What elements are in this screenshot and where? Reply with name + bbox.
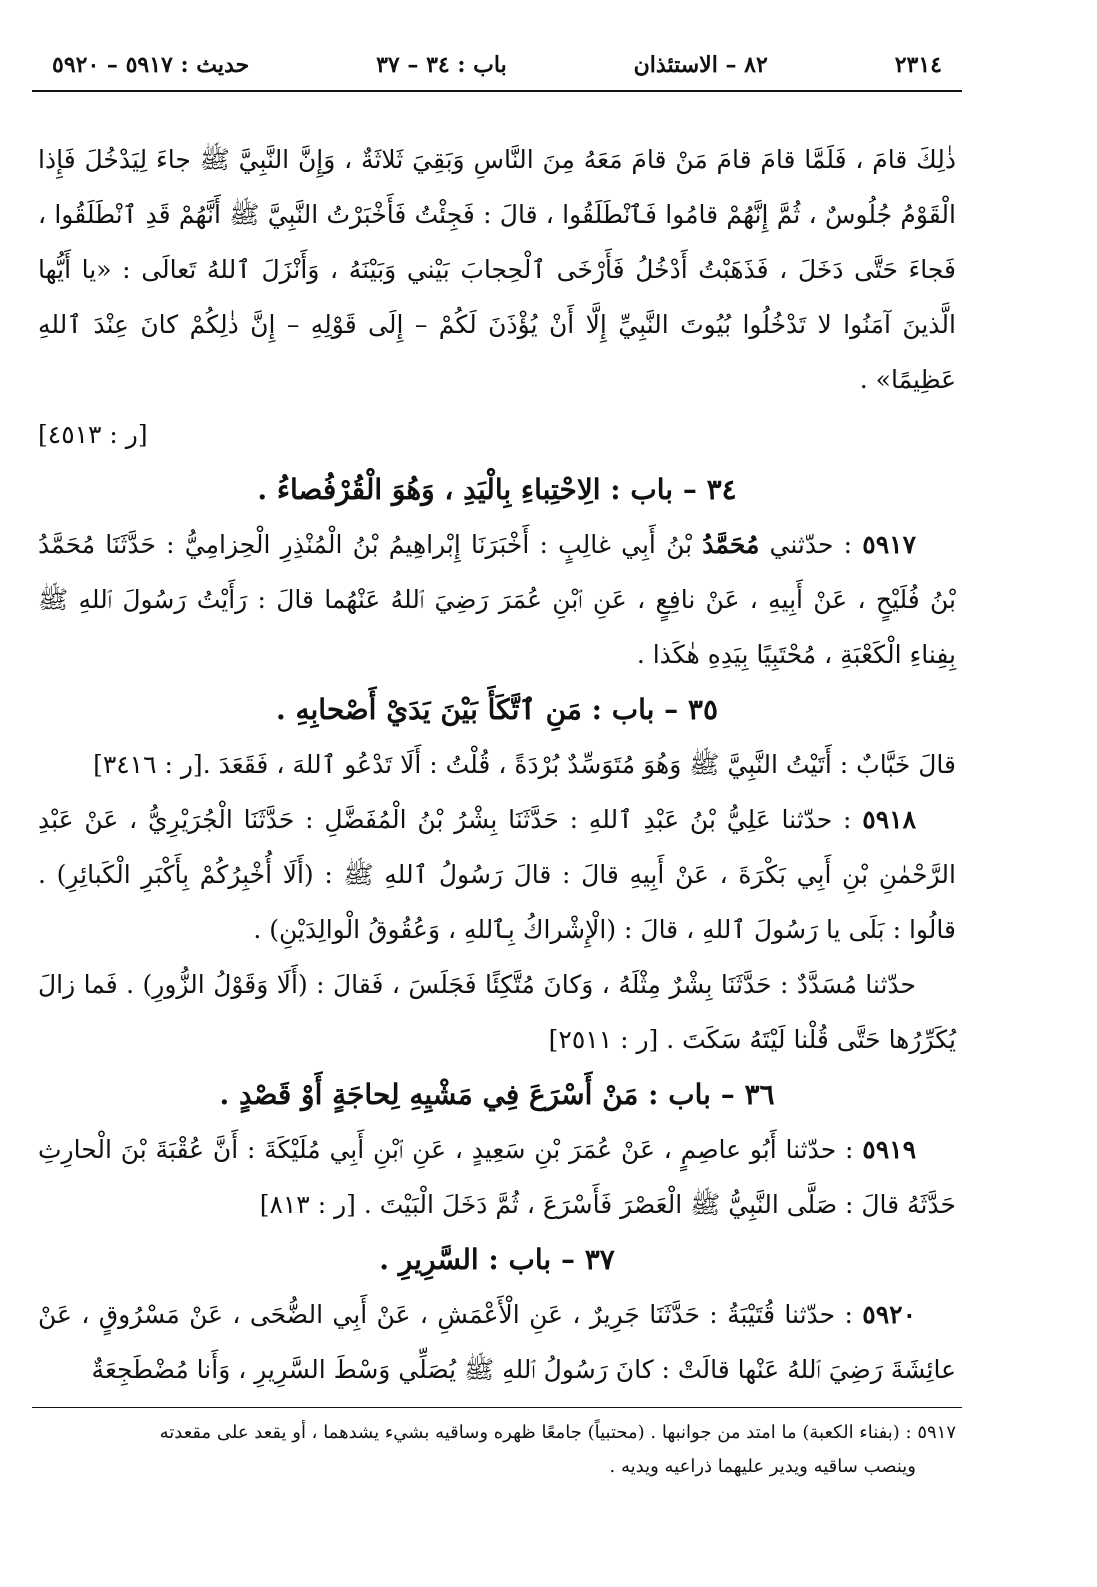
hadith-5918-musaddad	[38, 957, 956, 1067]
hadith-number: ٥٩١٧	[862, 530, 916, 559]
continuation-paragraph	[38, 132, 956, 462]
running-header	[32, 52, 962, 92]
hadith-text: : حدّثنا أَبُو عاصِمٍ ، عَنْ عُمَرَ بْنِ سَعِيدٍ ، عَنِ ٱبْنِ أَبِي مُلَيْكَةَ : أَنَّ عُقْبَةَ بْنَ الْحارِثِ حَدَّثَهُ قالَ : صَلَّى النَّبِيُّ ﷺ الْعَصْرَ فَأَسْرَعَ ، ثُمَّ دَخَلَ الْبَيْتَ .	[38, 1135, 956, 1219]
hadith-number: ٥٩٢٠	[862, 1300, 916, 1329]
hadith-text: حدّثنا مُسَدَّدٌ : حَدَّثَنَا بِشْرٌ مِثْلَهُ ، وَكانَ مُتَّكِئًا فَجَلَسَ ، فَقالَ : (أَلَا وَقَوْلُ الزُّورِ) . فَما زالَ يُكَرِّرُها حَتَّى قُلْنا لَيْتَهُ سَكَتَ .	[38, 970, 956, 1054]
chapter-heading-34: ٣٤ – باب : الِاحْتِباءِ بِالْيَدِ ، وَهُوَ الْقُرْفُصاءُ .	[257, 473, 737, 506]
book-title: ٨٢ – الاستئذان	[633, 52, 768, 78]
khabbab-statement	[38, 737, 956, 792]
page	[32, 52, 962, 1484]
hadith-text: بْنُ أَبِي غالِبٍ : أَخْبَرَنَا إِبْراهِيمُ بْنُ الْمُنْذِرِ الْحِزامِيُّ : حَدَّثَنَا مُحَمَّدُ بْنُ فُلَيْحٍ ، عَنْ أَبِيهِ ، عَنْ نافِعٍ ، عَنِ ٱبْنِ عُمَرَ رَضِيَ ٱللهُ عَنْهُما قالَ : رَأَيْتُ رَسُولَ ٱللهِ ﷺ بِفِناءِ الْكَعْبَةِ ، مُحْتَبِيًا بِيَدِهِ هٰكَذا .	[38, 530, 956, 669]
hadith-number: ٥٩١٨	[862, 805, 916, 834]
chapter-range: باب : ٣٤ – ٣٧	[376, 52, 507, 78]
khabbab-text: قالَ خَبَّابٌ : أَتَيْتُ النَّبِيَّ ﷺ وَهُوَ مُتَوَسِّدٌ بُرْدَةً ، قُلْتُ : أَلَا تَدْعُو ٱللهَ ، فَقَعَدَ .	[202, 750, 956, 779]
footnote-line: وينصب ساقيه ويدير عليهما ذراعيه ويديه .	[609, 1456, 916, 1477]
narrator-name: مُحَمَّدُ	[702, 530, 760, 559]
hadith-5917	[38, 517, 956, 682]
hadith-5919	[38, 1122, 956, 1232]
footnotes	[32, 1408, 962, 1484]
cross-reference: [ر : ٢٥١١]	[548, 1025, 659, 1054]
hadith-range: حديث : ٥٩١٧ – ٥٩٢٠	[52, 52, 250, 78]
hadith-number: ٥٩١٩	[862, 1135, 916, 1164]
page-number: ٢٣١٤	[894, 52, 942, 78]
cross-reference: [ر : ٣٤١٦]	[93, 750, 203, 779]
hadith-text: : حدّثنا عَلِيُّ بْنُ عَبْدِ ٱللهِ : حَدَّثَنَا بِشْرُ بْنُ الْمُفَضَّلِ : حَدَّثَنَا الْجُرَيْرِيُّ ، عَنْ عَبْدِ الرَّحْمٰنِ بْنِ أَبِي بَكْرَةَ ، عَنْ أَبِيهِ قالَ : قالَ رَسُولُ ٱللهِ ﷺ : (أَلَا أُخْبِرُكُمْ بِأَكْبَرِ الْكَبائِرِ) . قالُوا : بَلَى يا رَسُولَ ٱللهِ ، قالَ : (الْإِشْراكُ بِٱللهِ ، وَعُقُوقُ الْوالِدَيْنِ) .	[38, 805, 956, 944]
hadith-5918	[38, 792, 956, 957]
main-text	[32, 132, 962, 1397]
chapter-heading-37: ٣٧ – باب : السَّرِيرِ .	[379, 1243, 615, 1276]
chapter-heading-35: ٣٥ – باب : مَنِ ٱتَّكَأَ بَيْنَ يَدَيْ أَصْحابِهِ .	[275, 693, 718, 726]
hadith-text: : حدّثنا قُتَيْبَةُ : حَدَّثَنَا جَرِيرٌ ، عَنِ الْأَعْمَشِ ، عَنْ أَبِي الضُّحَى ، عَنْ مَسْرُوقٍ ، عَنْ عائِشَةَ رَضِيَ ٱللهُ عَنْها قالَتْ : كانَ رَسُولُ ٱللهِ ﷺ يُصَلِّي وَسْطَ السَّرِيرِ ، وَأَنا مُضْطَجِعَةٌ	[38, 1300, 956, 1384]
footnote-line: ٥٩١٧ : (بفناء الكعبة) ما امتد من جوانبها . (محتبياً) جامعًا ظهره وساقيه بشيء يشدهما ، أو يقعد على مقعدته	[159, 1422, 956, 1443]
cross-reference: [ر : ٨١٣]	[259, 1190, 356, 1219]
chapter-heading-36: ٣٦ – باب : مَنْ أَسْرَعَ فِي مَشْيِهِ لِحاجَةٍ أَوْ قَصْدٍ .	[219, 1078, 775, 1111]
hadith-isnad-start: : حدّثني	[759, 530, 863, 559]
cross-reference: [ر : ٤٥١٣]	[38, 420, 148, 449]
hadith-5920	[38, 1287, 956, 1397]
continuation-text: ذٰلِكَ قامَ ، فَلَمَّا قامَ قامَ مَنْ قامَ مَعَهُ مِنَ النَّاسِ وَبَقِيَ ثَلاثَةٌ ، وَإِنَّ النَّبِيَّ ﷺ جاءَ لِيَدْخُلَ فَإِذا الْقَوْمُ جُلُوسٌ ، ثُمَّ إِنَّهُمْ قامُوا فَٱنْطَلَقُوا ، قالَ : فَجِئْتُ فَأَخْبَرْتُ النَّبِيَّ ﷺ أَنَّهُمْ قَدِ ٱنْطَلَقُوا ، فَجاءَ حَتَّى دَخَلَ ، فَذَهَبْتُ أَدْخُلُ فَأَرْخَى ٱلْحِجابَ بَيْني وَبَيْنَهُ ، وَأَنْزَلَ ٱللهُ تَعالَى : «يا أَيُّها الَّذينَ آمَنُوا لا تَدْخُلُوا بُيُوتَ النَّبِيِّ إِلَّا أَنْ يُؤْذَنَ لَكُمْ – إِلَى قَوْلِهِ – إِنَّ ذٰلِكُمْ كانَ عِنْدَ ٱللهِ عَظِيمًا» .	[38, 145, 956, 394]
